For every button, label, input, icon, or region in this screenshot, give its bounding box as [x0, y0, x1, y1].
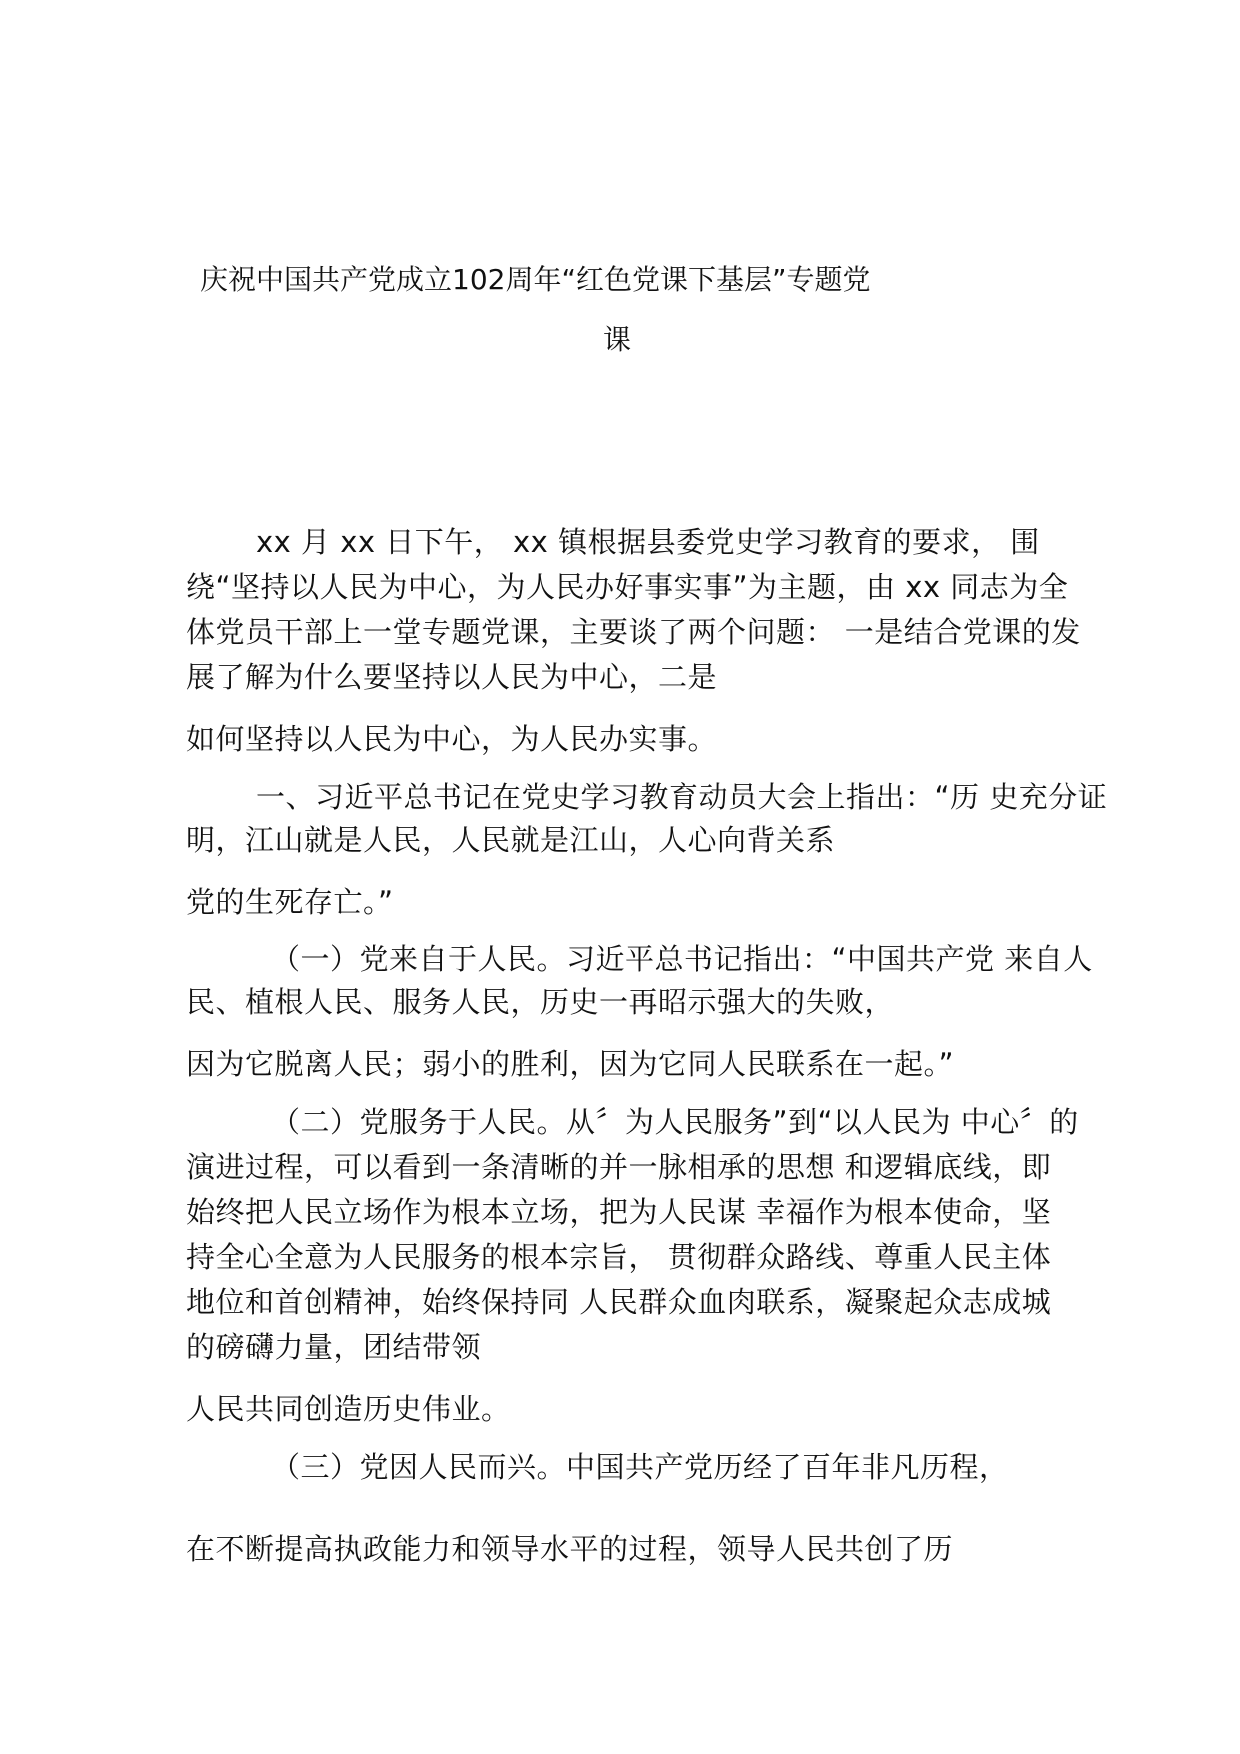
paragraph-line: （三）党因人民而兴。中国共产党历经了百年非凡历程，: [271, 1450, 1009, 1484]
paragraph-line: 民、植根人民、服务人民，历史一再昭示强大的失败，: [186, 985, 895, 1019]
paragraph-line: 人民共同创造历史伟业。: [186, 1392, 511, 1426]
paragraph-line: 持全心全意为人民服务的根本宗旨， 贯彻群众路线、尊重人民主体: [186, 1240, 1052, 1274]
paragraph-line: 因为它脱离人民；弱小的胜利，因为它同人民联系在一起。”: [186, 1047, 955, 1081]
paragraph-line: 始终把人民立场作为根本立场，把为人民谋 幸福作为根本使命，坚: [186, 1195, 1052, 1229]
paragraph-line: xx 月 xx 日下午， xx 镇根据县委党史学习教育的要求， 围: [256, 525, 1040, 559]
paragraph-line: 绕“坚持以人民为中心，为人民办好事实事”为主题，由 xx 同志为全: [186, 570, 1069, 604]
paragraph-line: 党的生死存亡。”: [186, 885, 394, 919]
paragraph-line: 如何坚持以人民为中心，为人民办实事。: [186, 722, 718, 756]
paragraph-line: （二）党服务于人民。从〞为人民服务”到“以人民为 中心〞的: [271, 1105, 1079, 1139]
paragraph-line: 地位和首创精神，始终保持同 人民群众血肉联系，凝聚起众志成城: [186, 1285, 1052, 1319]
paragraph-line: 体党员干部上一堂专题党课，主要谈了两个问题： 一是结合党课的发: [186, 615, 1081, 649]
paragraph-line: 明，江山就是人民，人民就是江山，人心向背关系: [186, 823, 836, 857]
paragraph-line: 的磅礴力量，团结带领: [186, 1330, 482, 1364]
paragraph-line: 展了解为什么要坚持以人民为中心，二是: [186, 660, 718, 694]
paragraph-line: 一、习近平总书记在党史学习教育动员大会上指出：“历 史充分证: [256, 780, 1108, 814]
paragraph-line: （一）党来自于人民。习近平总书记指出：“中国共产党 来自人: [271, 942, 1093, 976]
paragraph-line: 演进过程，可以看到一条清晰的并一脉相承的思想 和逻辑底线，即: [186, 1150, 1052, 1184]
document-title-line-1: 庆祝中国共产党成立102周年“红色党课下基层”专题党: [200, 263, 871, 296]
document-title-line-2: 课: [603, 323, 632, 356]
paragraph-line: 在不断提高执政能力和领导水平的过程，领导人民共创了历: [186, 1532, 954, 1566]
